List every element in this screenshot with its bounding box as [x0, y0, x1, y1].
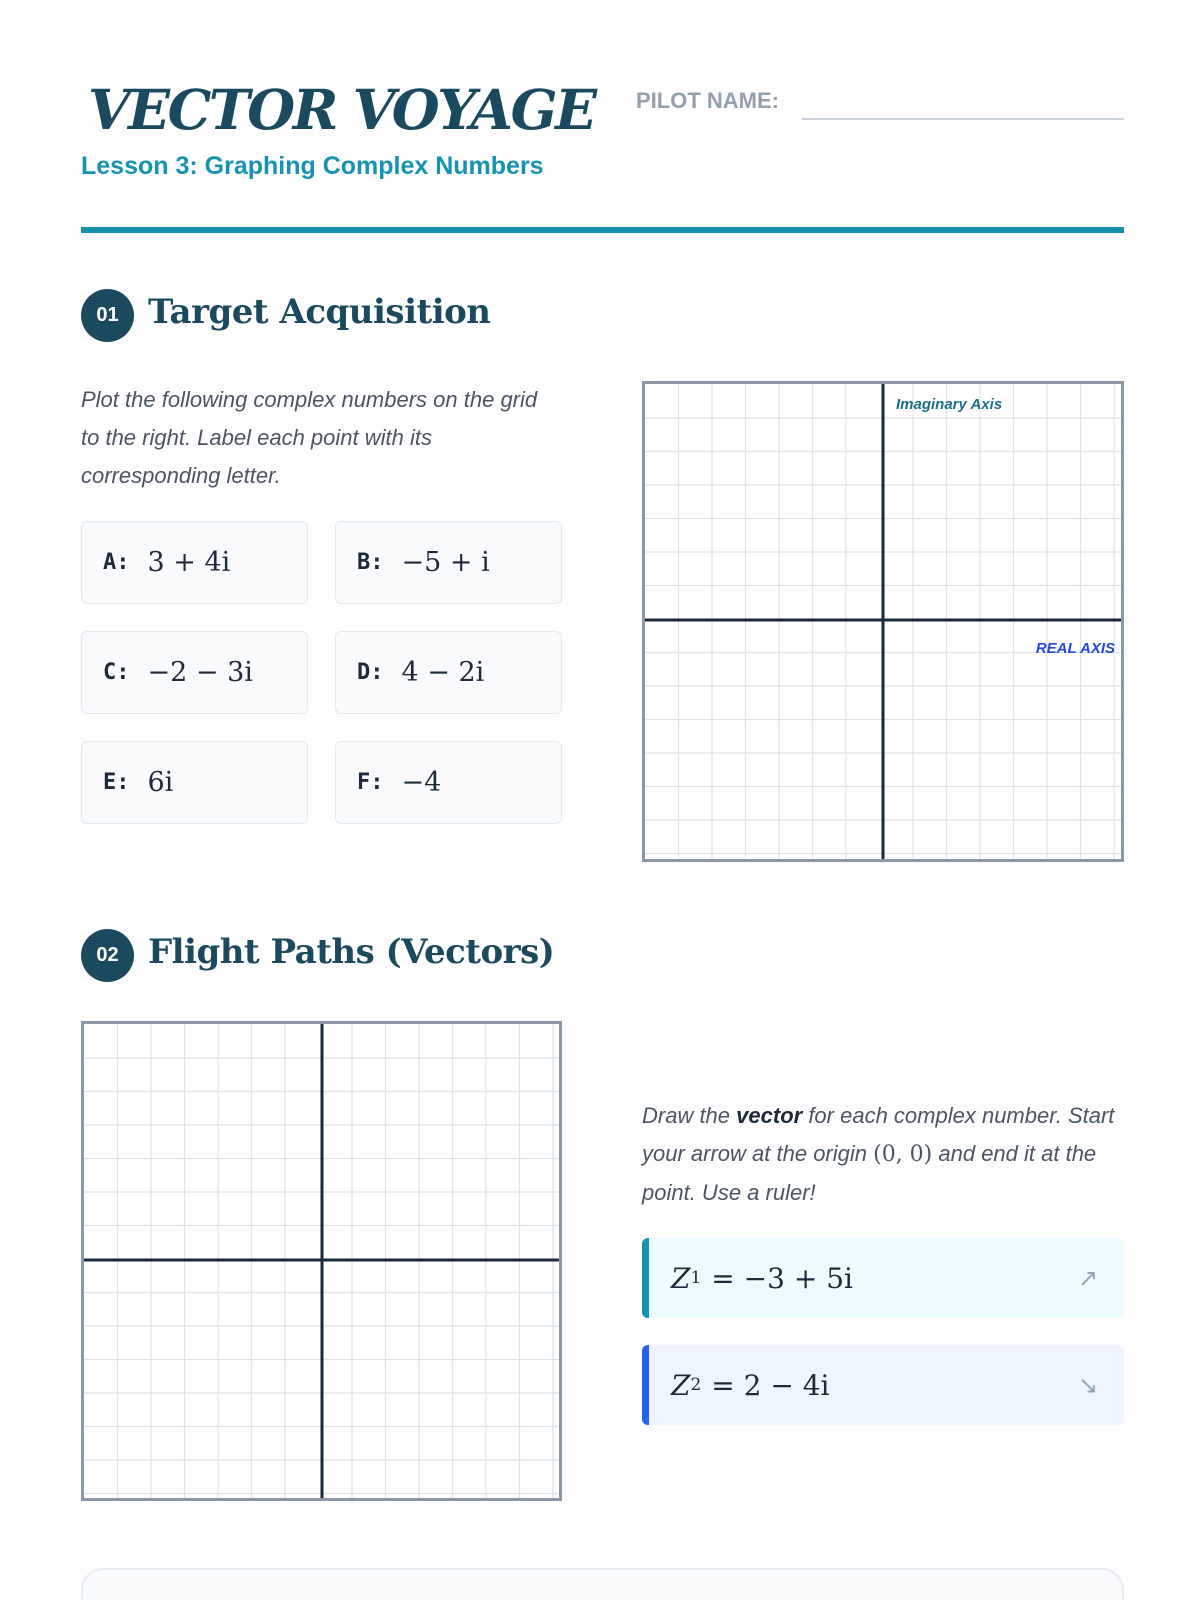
grid-lines — [84, 1024, 559, 1498]
point-expression: −5 + i — [401, 547, 490, 578]
vector-subscript: 1 — [690, 1268, 702, 1288]
vector-equation: = 2 − 4i — [711, 1368, 830, 1402]
point-card-c — [81, 631, 308, 714]
point-letter: D: — [357, 660, 384, 685]
vector-card-z2 — [642, 1345, 1124, 1425]
pilot-name-label: PILOT NAME: — [636, 88, 779, 113]
header-divider — [81, 227, 1124, 233]
point-card-b — [335, 521, 562, 604]
complex-plane-grid-1[interactable] — [642, 381, 1124, 862]
point-letter: F: — [357, 770, 384, 795]
instructions-text: Draw the — [642, 1103, 737, 1128]
pilot-name-field[interactable] — [802, 118, 1124, 120]
vector-card-z1 — [642, 1238, 1124, 1318]
instructions-text: and end it at the point. Use a ruler! — [642, 1141, 1097, 1205]
vector-name: Z — [671, 1368, 691, 1402]
point-expression: 6i — [147, 767, 174, 798]
point-expression: 4 − 2i — [401, 657, 485, 688]
point-expression: −4 — [401, 767, 442, 798]
point-card-f — [335, 741, 562, 824]
origin-coordinate: (0, 0) — [873, 1142, 933, 1167]
vector-name: Z — [671, 1261, 691, 1295]
instructions-bold: vector — [736, 1103, 803, 1128]
worksheet-title: VECTOR VOYAGE — [88, 77, 595, 142]
point-letter: A: — [103, 550, 130, 575]
point-letter: C: — [103, 660, 130, 685]
complex-plane-grid-2[interactable] — [81, 1021, 562, 1501]
arrow-down-right-icon: ↘ — [1077, 1371, 1098, 1399]
vector-subscript: 2 — [690, 1375, 702, 1395]
imaginary-axis-label: Imaginary Axis — [896, 396, 1003, 413]
point-card-e — [81, 741, 308, 824]
point-card-d — [335, 631, 562, 714]
point-card-a — [81, 521, 308, 604]
arrow-up-right-icon: ↗ — [1077, 1264, 1098, 1292]
bottom-panel — [81, 1568, 1124, 1600]
instructions-text: for each complex number. Start your arrow at the origin — [642, 1103, 1115, 1166]
point-letter: E: — [103, 770, 130, 795]
section-2-title: Flight Paths (Vectors) — [148, 932, 555, 972]
lesson-subtitle: Lesson 3: Graphing Complex Numbers — [81, 152, 544, 180]
section-2-badge: 02 — [81, 929, 134, 982]
section-2-instructions — [642, 1097, 1132, 1212]
point-expression: 3 + 4i — [147, 547, 231, 578]
real-axis-label: REAL AXIS — [1035, 640, 1115, 657]
section-1-badge: 01 — [81, 289, 134, 342]
point-letter: B: — [357, 550, 384, 575]
vector-equation: = −3 + 5i — [711, 1261, 853, 1295]
point-expression: −2 − 3i — [147, 657, 253, 688]
grid-lines — [645, 384, 1121, 859]
section-1-instructions: Plot the following complex numbers on the grid to the right. Label each point with its corresponding letter. — [81, 387, 538, 488]
section-1-title: Target Acquisition — [148, 292, 491, 332]
